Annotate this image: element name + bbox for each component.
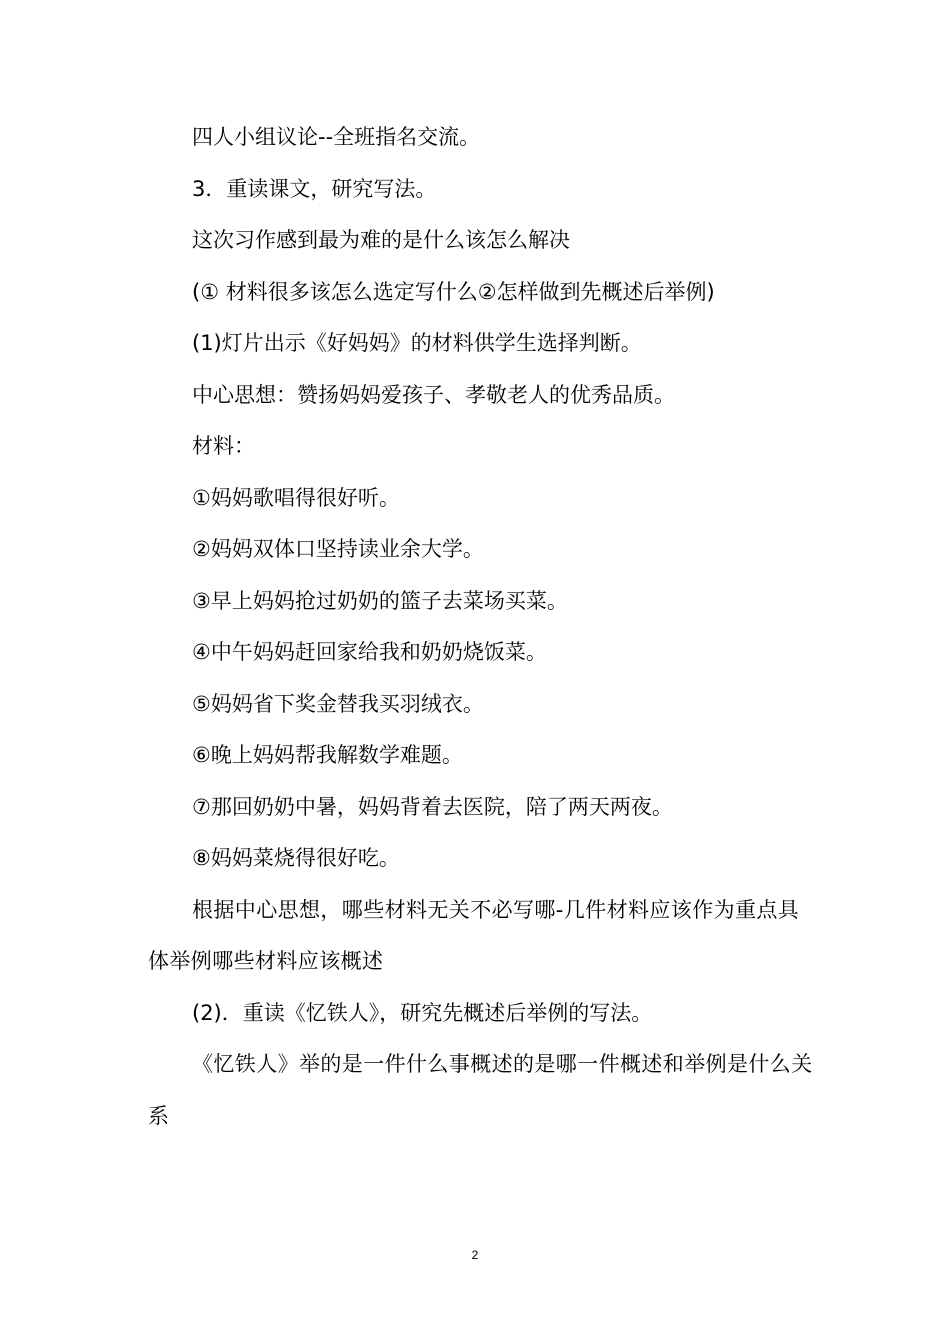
page-number: 2 xyxy=(471,1248,479,1262)
material-item-3: ③早上妈妈抢过奶奶的篮子去菜场买菜。 xyxy=(192,588,568,613)
material-item-1: ①妈妈歌唱得很好听。 xyxy=(192,485,400,510)
paragraph-reread-instruction: (2)．重读《忆铁人》，研究先概述后举例的写法。 xyxy=(192,1000,653,1025)
document-body xyxy=(148,112,818,1142)
paragraph-selection-question: 根据中心思想，哪些材料无关不必写哪-几件材料应该作为重点具体举例哪些材料应该概述 xyxy=(148,897,800,973)
paragraph-group-discussion: 四人小组议论--全班指名交流。 xyxy=(192,125,481,149)
paragraph-step-3-heading: 3．重读课文，研究写法。 xyxy=(192,176,437,201)
paragraph-iron-man-question: 《忆铁人》举的是一件什么事概述的是哪一件概述和举例是什么关系 xyxy=(148,1052,813,1128)
paragraph-materials-label: 材料： xyxy=(192,434,255,458)
material-item-6: ⑥晚上妈妈帮我解数学难题。 xyxy=(192,743,463,767)
material-item-7: ⑦那回奶奶中暑，妈妈背着去医院，陪了两天两夜。 xyxy=(192,794,673,819)
material-item-2: ②妈妈双体口坚持读业余大学。 xyxy=(192,537,484,561)
paragraph-difficulty-question: 这次习作感到最为难的是什么该怎么解决 xyxy=(192,228,570,252)
paragraph-slide-instruction: (1)灯片出示《好妈妈》的材料供学生选择判断。 xyxy=(192,331,642,355)
material-item-8: ⑧妈妈菜烧得很好吃。 xyxy=(192,846,400,870)
paragraph-difficulty-points: (① 材料很多该怎么选定写什么②怎样做到先概述后举例) xyxy=(192,279,715,304)
paragraph-central-idea: 中心思想：赞扬妈妈爱孩子、孝敬老人的优秀品质。 xyxy=(192,382,675,407)
material-item-5: ⑤妈妈省下奖金替我买羽绒衣。 xyxy=(192,691,484,716)
material-item-4: ④中午妈妈赶回家给我和奶奶烧饭菜。 xyxy=(192,640,547,664)
